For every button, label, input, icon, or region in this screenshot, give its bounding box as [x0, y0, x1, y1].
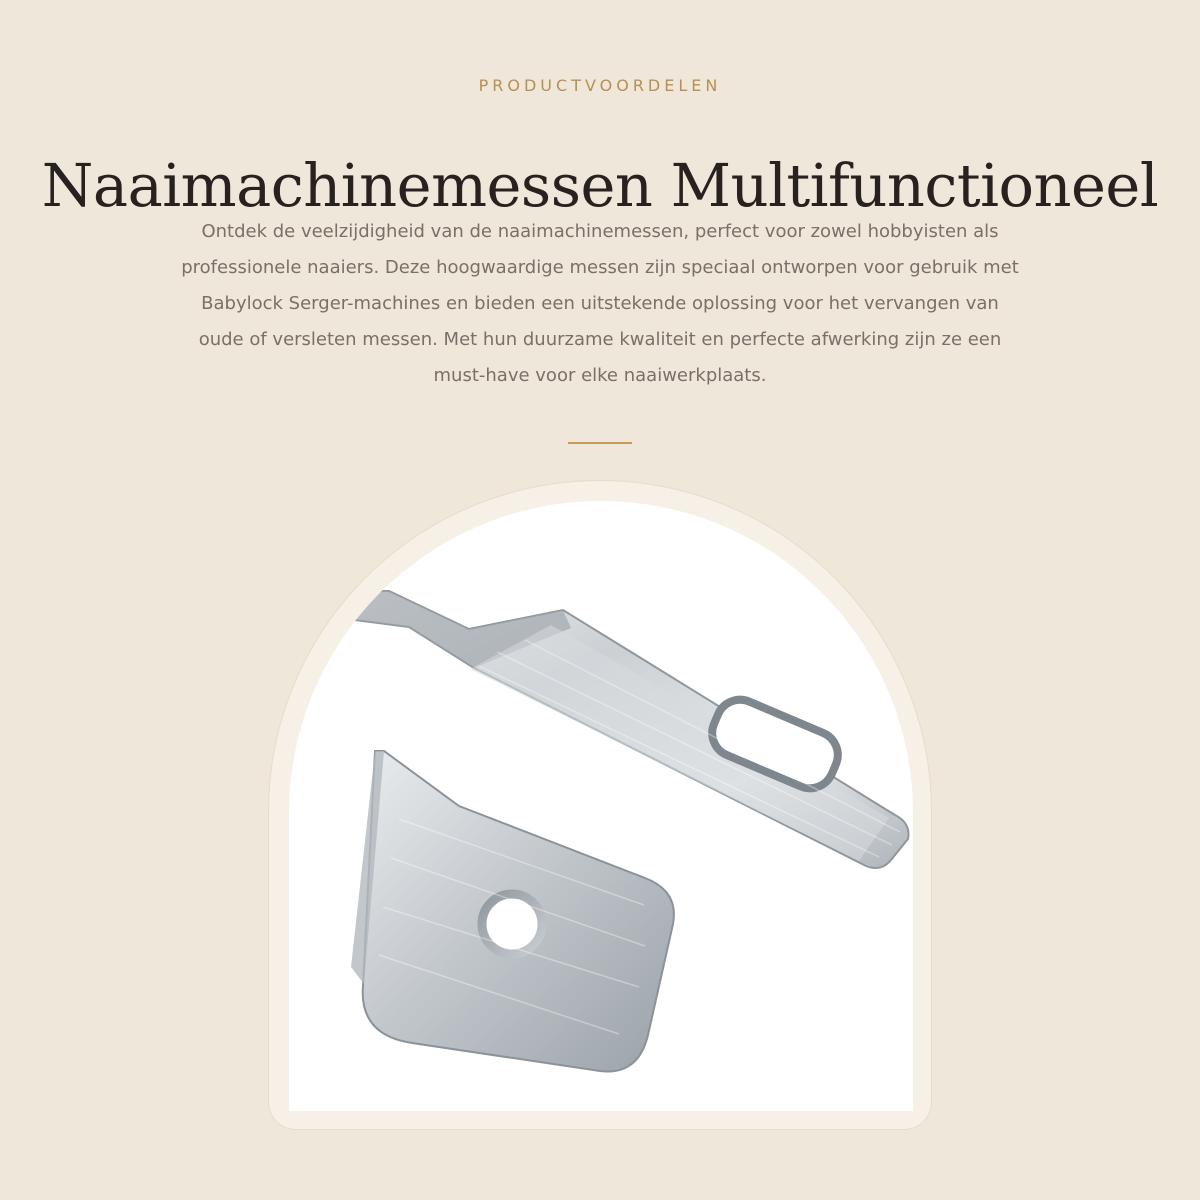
lower-blade-hole	[482, 894, 542, 954]
section-title: Naaimachinemessen Multifunctioneel	[41, 150, 1159, 220]
product-image-container	[289, 501, 913, 1111]
title-divider	[568, 442, 632, 444]
section-description: Ontdek de veelzijdigheid van de naaimachinemessen, perfect voor zowel hobbyisten als professionele naaiers. Deze hoogwaardige messen zijn speciaal ontworpen voor gebruik met Babylock Serger-machines en bieden een uitstekende oplossing voor het vervangen van oude of versleten messen. Met hun duurzame kwaliteit en perfecte afwerking zijn ze een must-have voor elke naaiwerkplaats.	[181, 221, 1019, 386]
product-image-frame	[268, 480, 932, 1130]
product-photo-sewing-machine-blades	[289, 501, 913, 1111]
section-eyebrow: PRODUCTVOORDELEN	[478, 76, 722, 95]
